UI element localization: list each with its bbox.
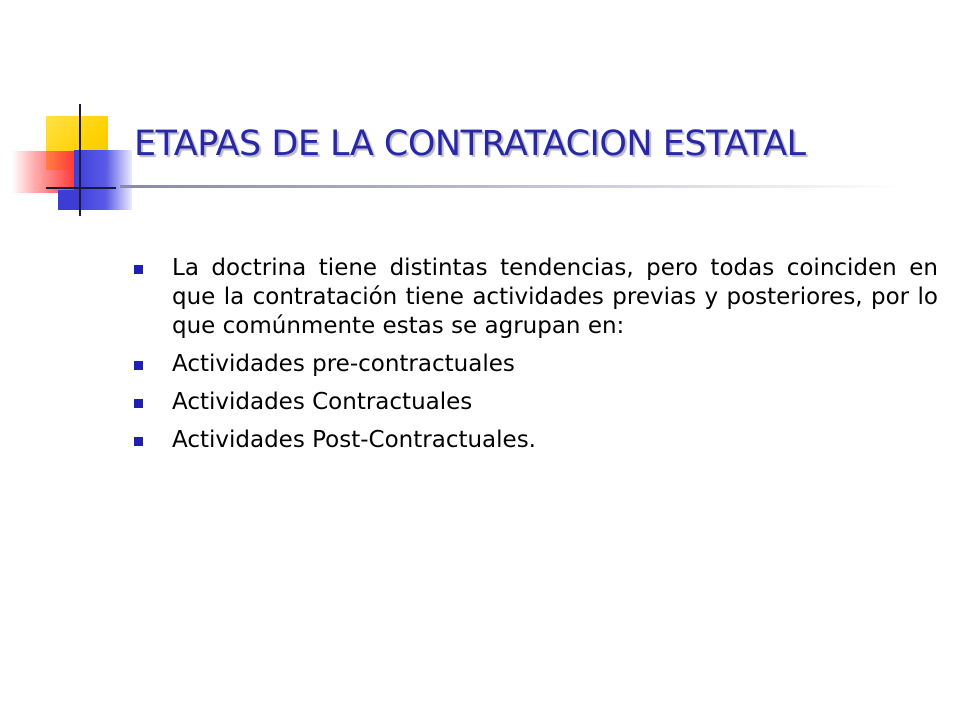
bullet-text: Actividades pre-contractuales [172,351,515,377]
blue-square [74,150,132,210]
bullet-item [134,350,938,379]
bullet-list [134,254,938,464]
decorative-squares-logo [0,0,140,230]
square-bullet-icon [134,437,143,446]
bullet-item [134,426,938,455]
bullet-text: Actividades Contractuales [172,389,473,415]
square-bullet-icon [134,361,143,370]
horizontal-line [46,187,116,189]
square-bullet-icon [134,399,143,408]
square-bullet-icon [134,265,143,274]
vertical-line [79,104,81,216]
title-underline [120,185,900,188]
bullet-item [134,388,938,417]
small-blue-square [58,190,80,210]
bullet-text: Actividades Post-Contractuales. [172,427,536,453]
bullet-item [134,254,938,341]
bullet-text: La doctrina tiene distintas tendencias, pero todas coinciden en que la contratación tiene actividades previas y posteriores, por lo que comúnmente estas se agrupan en: [172,255,938,339]
slide-title: ETAPAS DE LA CONTRATACION ESTATAL [134,124,806,164]
